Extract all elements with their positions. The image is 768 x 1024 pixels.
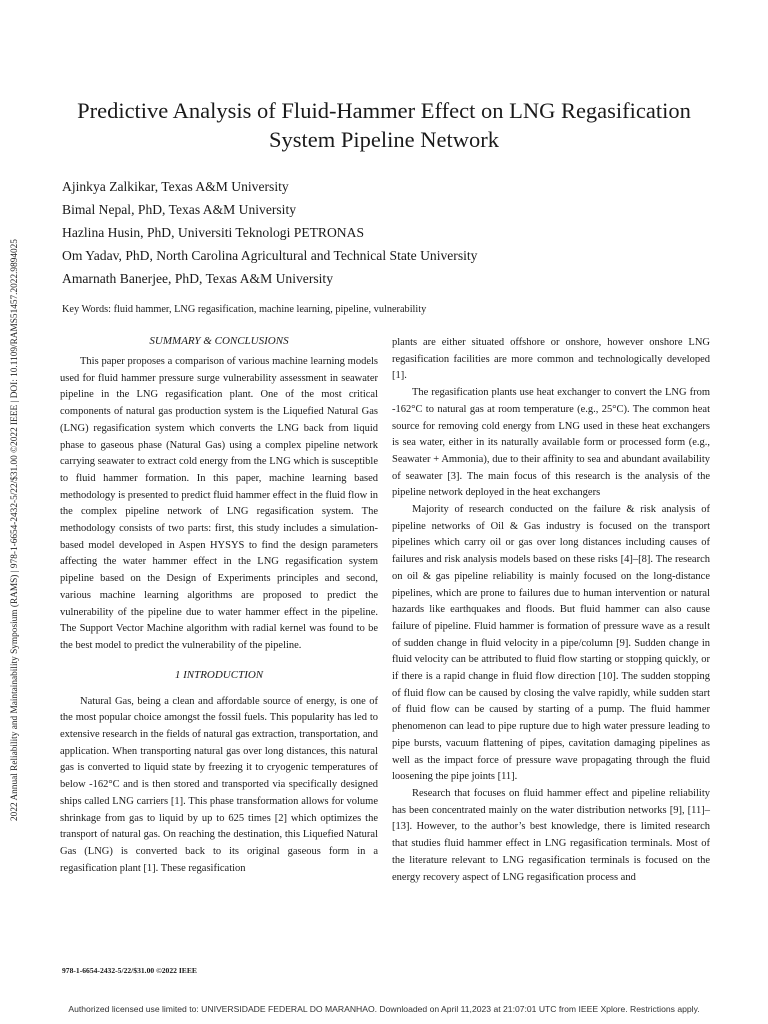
side-margin-citation (8, 190, 22, 870)
title-line-1: Predictive Analysis of Fluid-Hammer Effect on LNG Regasification (77, 98, 691, 123)
footer-isbn: 978-1-6654-2432-5/22/$31.00 ©2022 IEEE (62, 966, 197, 975)
author-list (62, 175, 477, 290)
license-notice: Authorized licensed use limited to: UNIVERSIDADE FEDERAL DO MARANHAO. Downloaded on April 11,2023 at 21:07:01 UTC from IEEE Xplore. Restrictions apply. (68, 1004, 700, 1014)
intro-paragraph-3: Majority of research conducted on the failure & risk analysis of pipeline networks of Oil & Gas industry is focused on the transport pipelines which carry oil or gas over long distances including causes of failures and risk analysis models based on these risks [4]–[8]. The research on oil & gas pipeline reliability is mainly focused on the long-distance pipelines, which are prone to failures due to human intervention or natural hazards like earthquakes and floods. But fluid hammer can also cause failure of pipeline. Fluid hammer is formation of pressure wave as a result of sudden change in fluid velocity in a pipe/column [9]. Sudden change in fluid velocity can be attributed to fluid flow starting or stopping quickly, or if there is a rapid change in fluid flow direction [10]. The sudden stopping of fluid flow can be caused by closing the valve rapidly, while sudden start of fluid flow can be caused by starting of a pump. The fluid hammer phenomenon can lead to pipe rupture due to high water pressure leading to pipe bursts, vacuum flattening of pipes, cavitation damaging pipelines as well as the impact force of pressure wave propagating through the fluid loosening the pipe joints [11]. (392, 504, 710, 783)
title-line-2: System Pipeline Network (269, 127, 499, 152)
right-column (392, 335, 710, 886)
intro-paragraph-1: Natural Gas, being a clean and affordable source of energy, is one of the most popular choice amongst the fossil fuels. This popularity has led to extensive research in the fields of natural gas extraction, transportation, and application. When transporting natural gas over long distances, this natural gas is converted to liquid state by freezing it to cryogenic temperatures of below -162°C and is then stored and transported via specifically designed ships called LNG carriers [1]. This phase transformation allows for volume shrinkage from gas to liquid by up to 625 times [2] which optimizes the transport of natural gas. On reaching the destination, this Liquefied Natural Gas (LNG) is converted back to its original gaseous form in a regasification plant [1]. These regasification (60, 695, 378, 874)
author-1: Ajinkya Zalkikar, Texas A&M University (62, 179, 289, 194)
author-2: Bimal Nepal, PhD, Texas A&M University (62, 202, 297, 217)
summary-paragraph: This paper proposes a comparison of various machine learning models used for fluid hammer pressure surge vulnerability assessment in seawater pipeline in the LNG regasification plant. One of the most critical components of natural gas production system is the Liquefied Natural Gas (LNG) regasification system which converts the LNG back from liquid phase to gaseous phase (Natural Gas) using a complex pipeline network carrying seawater to extract cold energy from the LNG which is susceptible to fluid hammer formation. In this paper, machine learning based methodology is presented to predict fluid hammer effect in the fluid flow in the complex pipeline network of LNG regasification system. The methodology consists of two parts: first, this study includes a simulation-based model developed in Aspen HYSYS to find the design parameters affecting the water hammer effect in the LNG regasification system pipeline based on the Design of Experiments principles and second, various machine learning algorithms are proposed to predict the vulnerability of the pipeline due to water hammer effect in the pipeline. The Support Vector Machine algorithm with radial kernel was found to be the best model to predict the vulnerability of the pipeline. (60, 356, 378, 651)
author-5: Amarnath Banerjee, PhD, Texas A&M University (62, 271, 333, 286)
intro-paragraph-4: Research that focuses on fluid hammer effect and pipeline reliability has been concentrated mainly on the water distribution networks [9], [11]–[13]. However, to the author’s best knowledge, there is limited research that studies fluid hammer effect in LNG regasification terminals. Most of the literature relevant to LNG regasification terminals is focused on the energy recovery aspect of LNG regasification process and (392, 787, 710, 883)
paper-title (40, 96, 728, 154)
keywords: Key Words: fluid hammer, LNG regasification, machine learning, pipeline, vulnerability (62, 304, 427, 315)
left-column (60, 333, 378, 877)
introduction-heading: 1 INTRODUCTION (174, 668, 264, 681)
side-citation-text: 2022 Annual Reliability and Maintainability Symposium (RAMS) | 978-1-6654-2432-5/22/$31.00 ©2022 IEEE | DOI: 10.1109/RAMS51457.2022.9894025 (10, 239, 20, 821)
intro-paragraph-2: The regasification plants use heat exchanger to convert the LNG from -162°C to natural gas at room temperature (e.g., 25°C). The common heat source for removing cold energy from LNG used in these heat exchangers is sea water, either in its naturally available form or processed form (e.g., Seawater + Ammonia), due to their affinity to sea and abundant availability of seawater [3]. The main focus of this research is the analysis of the pipeline network deployed in the heat exchangers (392, 387, 710, 499)
intro-paragraph-continued: plants are either situated offshore or onshore, however onshore LNG regasification facilities are more common and technologically developed [1]. (392, 337, 710, 382)
author-3: Hazlina Husin, PhD, Universiti Teknologi PETRONAS (62, 225, 365, 240)
author-4: Om Yadav, PhD, North Carolina Agricultural and Technical State University (62, 248, 478, 263)
summary-heading: SUMMARY & CONCLUSIONS (149, 335, 289, 347)
